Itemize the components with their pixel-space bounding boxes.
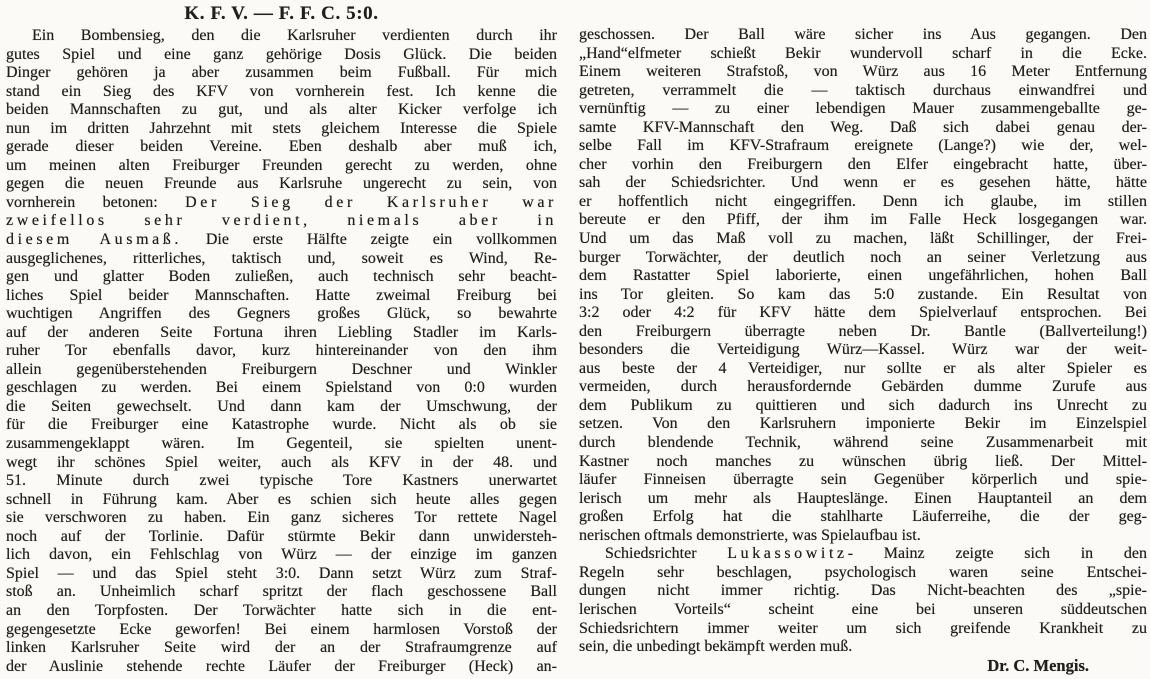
- text-line: gen und glatter Boden zuließen, auch technisch sehr beacht-: [6, 268, 557, 286]
- text-line: sein, die unbedingt bekämpft werden muß.: [579, 638, 853, 656]
- text-line: linken Karlsruher Seite wird der an der Strafraumgrenze auf: [6, 639, 557, 657]
- text-line: er hoffentlich nicht eingegriffen. Denn ich glaube, im stillen: [579, 192, 1147, 210]
- text-line: gegengesetzte Ecke geworfen! Bei einem harmlosen Vorstoß der: [6, 620, 557, 638]
- text-line: „Hand“elfmeter schießt Bekir wundervoll scharf in die Ecke.: [579, 44, 1147, 62]
- article-headline: K. F. V. — F. F. C. 5:0.: [184, 3, 379, 24]
- text-line: ausgeglichenes, ritterliches, taktisch und, soweit es Wind, Re-: [6, 249, 557, 267]
- text-line: geschossen. Der Ball wäre sicher ins Aus gegangen. Den: [579, 26, 1147, 43]
- text-line: samte KFV-Mannschaft den Weg. Daß sich dabei genau der-: [579, 118, 1147, 136]
- text-line: Schiedsrichtern immer weiter um sich greifende Krankheit zu: [579, 619, 1147, 637]
- text-line: Regeln sehr beschlagen, psychologisch waren seine Entschei-: [579, 563, 1147, 581]
- text-line: vornherein betonen: Der Sieg der Karlsruher war: [6, 193, 557, 211]
- text-line: den Freiburgern überragte neben Dr. Bantle (Ballverteilung!): [579, 322, 1147, 340]
- text-line: schnell in Führung kam. Aber es schien sich heute alles gegen: [6, 490, 557, 508]
- text-line: Einem weiteren Strafstoß, von Würz aus 16 Meter Entfernung: [579, 63, 1147, 81]
- text-line: vermeiden, durch herausfordernde Gebärden dumme Zurufe aus: [579, 378, 1147, 396]
- text-line: nun im dritten Jahrzehnt mit stets gleichem Interesse die Spiele: [6, 119, 557, 137]
- text-line: durch blendende Technik, während seine Zusammenarbeit mit: [579, 434, 1147, 452]
- text-line: setzen. Von den Karlsruhern imponierte Bekir im Einzelspiel: [579, 415, 1147, 433]
- text-line: stand ein Sieg des KFV von vornherein fest. Ich kenne die: [6, 82, 557, 100]
- text-line: die Seiten gewechselt. Und dann kam der Umschwung, der: [6, 397, 557, 415]
- text-line: gegen die neuen Freunde aus Karlsruhe ungerecht zu sein, von: [6, 175, 557, 193]
- text-line: liches Spiel beider Mannschaften. Hatte zweimal Freiburg bei: [6, 286, 557, 304]
- text-line: besonders die Verteidigung Würz—Kassel. Würz war der weit-: [579, 341, 1147, 359]
- text-line: Dinger gehören ja aber zusammen beim Fußball. Für mich: [6, 64, 557, 82]
- text-line: wuchtigen Angriffen des Gegners großes Glück, so bewahrte: [6, 305, 557, 323]
- text-line: um meinen alten Freiburger Freunden gerecht zu werden, ohne: [6, 156, 557, 174]
- text-line: cher vorhin den Freiburgern den Elfer eingebracht hatte, über-: [579, 155, 1147, 173]
- article-column-right: [579, 0, 1147, 675]
- text-line: allein gegenüberstehenden Freiburgern Deschner und Winkler: [6, 360, 557, 378]
- text-line: läufer Finneisen überragte sein Gegenüber körperlich und spie-: [579, 471, 1147, 489]
- text-line: der Auslinie stehende rechte Läufer der Freiburger (Heck) an-: [6, 657, 557, 675]
- text-line: selbe Fall im KFV-Strafraum ereignete (Lange?) wie der, wel-: [579, 137, 1147, 155]
- text-line: gerade dieser beiden Vereine. Eben deshalb aber muß ich,: [6, 138, 557, 156]
- article-column-left: [6, 0, 557, 676]
- text-line: noch auf der Torlinie. Dafür stürmte Bekir dann unwidersteh-: [6, 527, 557, 545]
- text-line: Und um das Maß voll zu machen, läßt Schillinger, der Frei-: [579, 230, 1147, 248]
- text-line: 51. Minute durch zwei typische Tore Kastners unerwartet: [6, 472, 557, 490]
- text-line: nerischen oftmals demonstrierte, was Spielaufbau ist.: [579, 526, 921, 544]
- text-line: Spiel — und das Spiel steht 3:0. Dann setzt Würz zum Straf-: [6, 564, 557, 582]
- text-line: großen Erfolg hat die stahlharte Läuferreihe, die der geg-: [579, 508, 1147, 526]
- text-line: diesem Ausmaß. Die erste Hälfte zeigte ein vollkommen: [6, 231, 557, 249]
- text-line: dungen nicht immer richtig. Das Nicht-beachten des „spie-: [579, 582, 1147, 600]
- text-line: ins Tor gleiten. So kam das 5:0 zustande. Ein Resultat von: [579, 285, 1147, 303]
- text-line: an den Torpfosten. Der Torwächter hatte sich in die ent-: [6, 601, 557, 619]
- text-line: vernünftig — zu einer lebendigen Mauer zusammengeballte ge-: [579, 100, 1147, 118]
- text-line: ruher Tor ebenfalls davor, kurz hintereinander von den ihm: [6, 342, 557, 360]
- text-line: burger Torwächter, der deutlich noch an seiner Verletzung aus: [579, 248, 1147, 266]
- text-line: 3:2 oder 4:2 für KFV hätte dem Spielverlauf entsprochen. Bei: [579, 304, 1147, 322]
- text-line: Schiedsrichter Lukassowitz- Mainz zeigte sich in den: [605, 545, 1147, 563]
- text-line: beiden Mannschaften zu gut, und als alter Kicker verfolge ich: [6, 101, 557, 119]
- text-line: geschlagen zu werden. Bei einem Spielstand von 0:0 wurden: [6, 379, 557, 397]
- text-line: sie verschworen zu haben. Ein ganz sicheres Tor rettete Nagel: [6, 509, 557, 527]
- text-line: dem Publikum zu quittieren und sich dadurch ins Unrecht zu: [579, 396, 1147, 414]
- text-line: auf der anderen Seite Fortuna ihren Liebling Stadler im Karls-: [6, 323, 557, 341]
- text-line: wegt ihr schönes Spiel weiter, auch als KFV in der 48. und: [6, 453, 557, 471]
- text-line: bereute er den Pfiff, der ihm im Falle Heck losgegangen war.: [579, 211, 1147, 229]
- signature: Dr. C. Mengis.: [987, 655, 1089, 675]
- text-line: für die Freiburger eine Katastrophe wurde. Nicht als ob sie: [6, 416, 557, 434]
- text-line: Kastner noch manches zu wünschen übrig ließ. Der Mittel-: [579, 452, 1147, 470]
- text-line: zweifellos sehr verdient, niemals aber in: [6, 212, 557, 230]
- text-line: gutes Spiel und eine ganz gehörige Dosis Glück. Die beiden: [6, 45, 557, 63]
- text-line: lerischen Vorteils“ scheint eine bei unseren süddeutschen: [579, 600, 1147, 618]
- text-line: dem Rastatter Spiel laborierte, einen ungefährlichen, hohen Ball: [579, 267, 1147, 285]
- text-line: sah der Schiedsrichter. Und wenn er es gesehen hätte, hätte: [579, 174, 1147, 192]
- text-line: getreten, verrammelt die — taktisch durchaus einwandfrei und: [579, 81, 1147, 99]
- text-line: aus beste der 4 Verteidiger, nur sollte er als alter Spieler es: [579, 359, 1147, 377]
- text-line: stoß an. Unheimlich scharf spritzt der flach geschossene Ball: [6, 583, 557, 601]
- text-line: Ein Bombensieg, den die Karlsruher verdienten durch ihr: [32, 27, 557, 44]
- text-line: lerisch um mehr als Haupteslänge. Einen Hauptanteil an dem: [579, 489, 1147, 507]
- text-line: zusammengeklappt wären. Im Gegenteil, sie spielten unent-: [6, 435, 557, 453]
- text-line: lich davon, ein Fehlschlag von Würz — der einzige im ganzen: [6, 546, 557, 564]
